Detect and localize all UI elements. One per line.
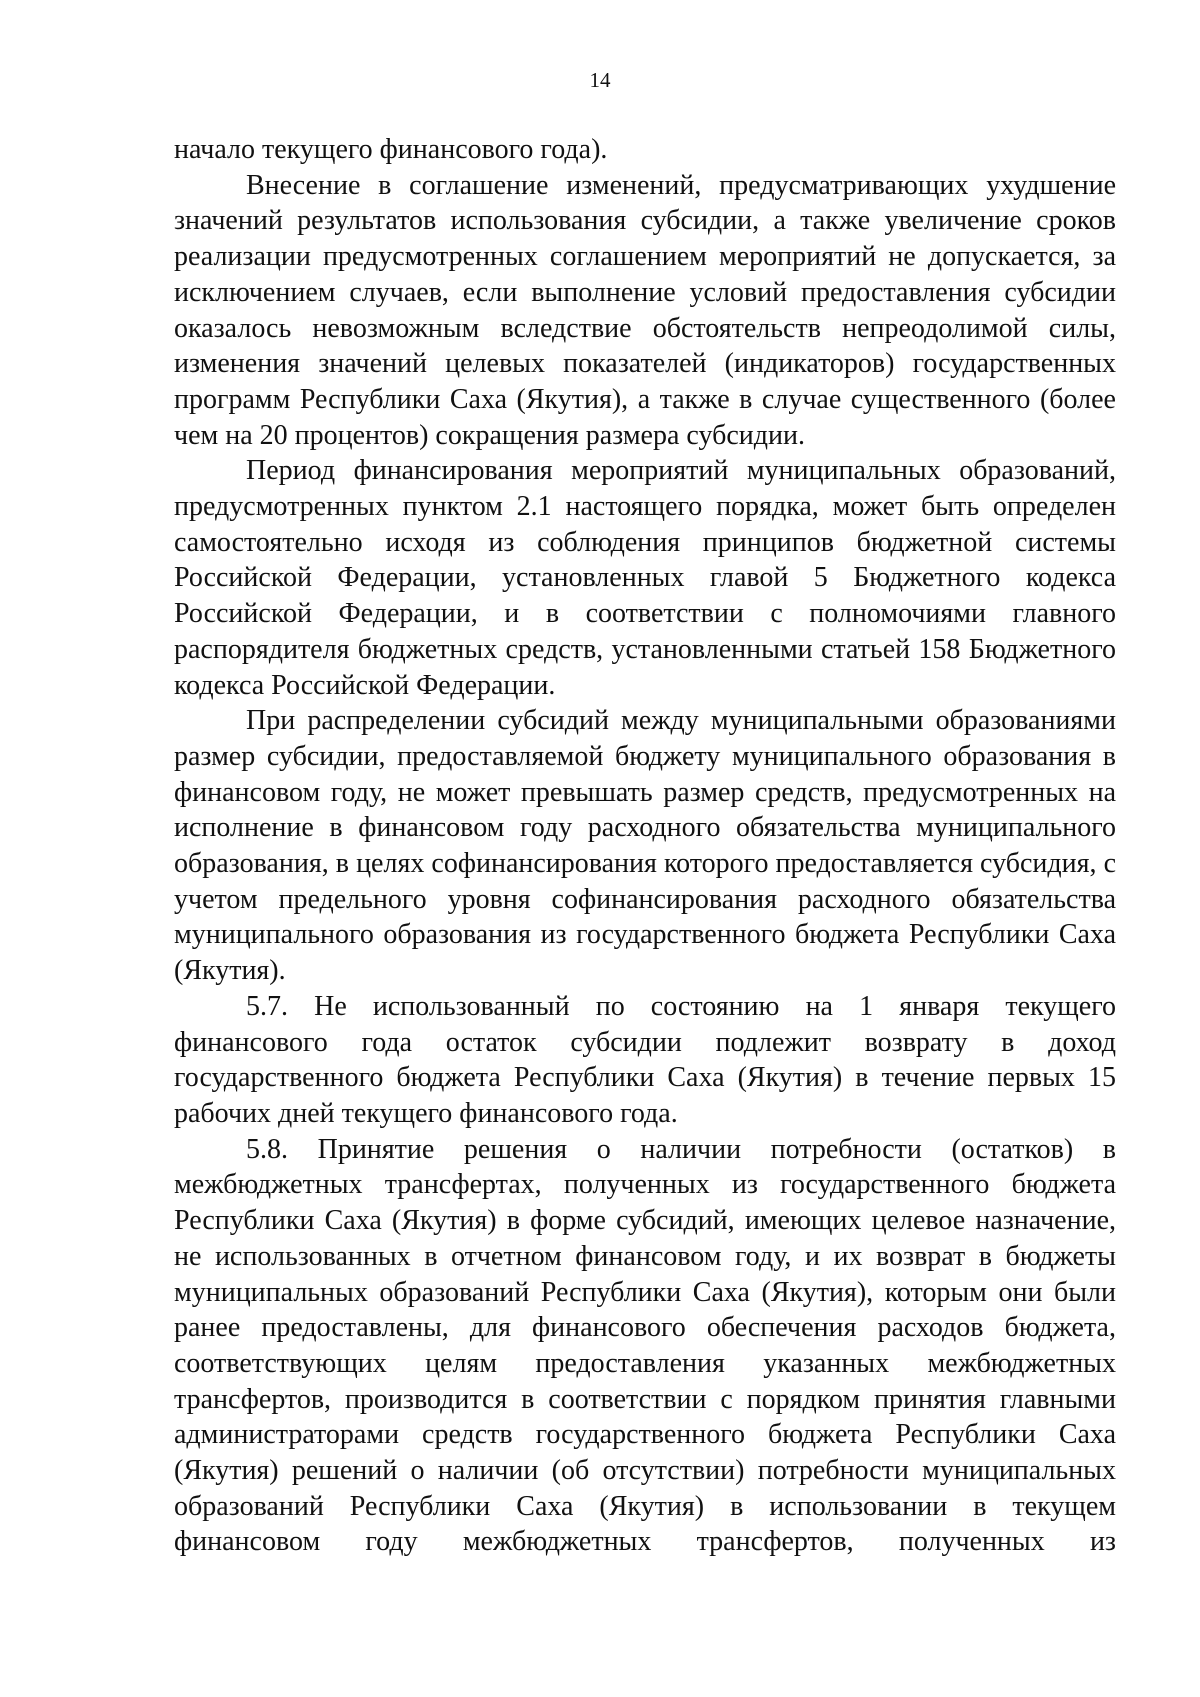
- paragraph-financing-period: Период финансирования мероприятий муниципальных образований, предусмотренных пунктом 2.1 настоящего порядка, может быть определен самостоятельно исходя из соблюдения принципов бюджетной системы Российской Федерации, установленных главой 5 Бюджетного кодекса Российской Федерации, и в соответствии с полномочиями главного распорядителя бюджетных средств, установленными статьей 158 Бюджетного кодекса Российской Федерации.: [174, 455, 1116, 701]
- paragraph-agreement-changes: Внесение в соглашение изменений, предусматривающих ухудшение значений результатов использования субсидии, а также увеличение сроков реализации предусмотренных соглашением мероприятий не допускается, за исключением случаев, если выполнение условий предоставления субсидии оказалось невозможным вследствие обстоятельств непреодолимой силы, изменения значений целевых показателей (индикаторов) государственных программ Республики Саха (Якутия), а также в случае существенного (более чем на 20 процентов) сокращения размера субсидии.: [174, 169, 1116, 451]
- paragraph-5-7: 5.7. Не использованный по состоянию на 1 января текущего финансового года остаток субсидии подлежит возврату в доход государственного бюджета Республики Саха (Якутия) в течение первых 15 рабочих дней текущего финансового года.: [174, 990, 1116, 1129]
- paragraph-continuation: начало текущего финансового года).: [174, 134, 608, 165]
- paragraph-5-8: 5.8. Принятие решения о наличии потребности (остатков) в межбюджетных трансфертах, полученных из государственного бюджета Республики Саха (Якутия) в форме субсидий, имеющих целевое назначение, не использованных в отчетном финансовом году, и их возврат в бюджеты муниципальных образований Республики Саха (Якутия), которым они были ранее предоставлены, для финансового обеспечения расходов бюджета, соответствующих целям предоставления указанных межбюджетных трансфертов, производится в соответствии с порядком принятия главными администраторами средств государственного бюджета Республики Саха (Якутия) решений о наличии (об отсутствии) потребности муниципальных образований Республики Саха (Якутия) в использовании в текущем финансовом году межбюджетных трансфертов, полученных из: [174, 1133, 1116, 1558]
- paragraph-subsidy-distribution: При распределении субсидий между муниципальными образованиями размер субсидии, предоставляемой бюджету муниципального образования в финансовом году, не может превышать размер средств, предусмотренных на исполнение в финансовом году расходного обязательства муниципального образования, в целях софинансирования которого предоставляется субсидия, с учетом предельного уровня софинансирования расходного обязательства муниципального образования из государственного бюджета Республики Саха (Якутия).: [174, 705, 1116, 987]
- page-number: 14: [589, 68, 611, 92]
- document-body: [174, 132, 1116, 1560]
